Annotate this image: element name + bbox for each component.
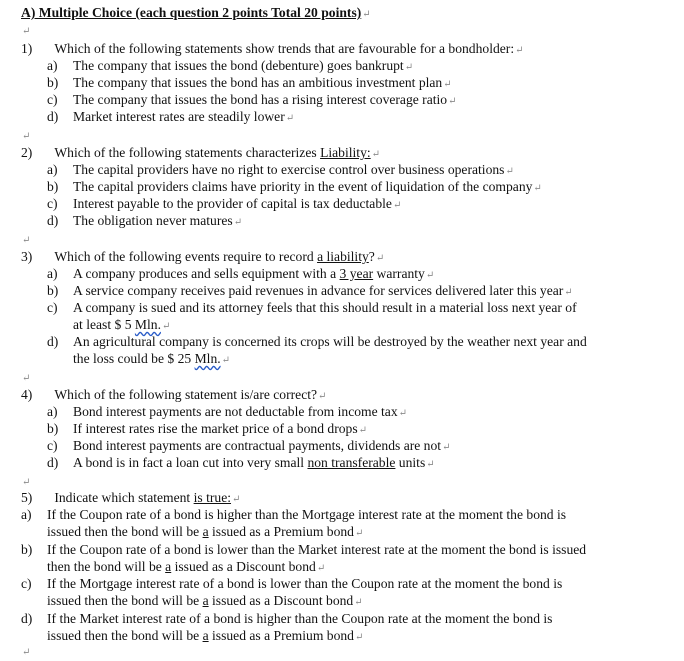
option-letter: c): [21, 576, 32, 591]
empty-paragraph: [21, 21, 30, 40]
paragraph-mark-icon: ↵: [22, 131, 31, 142]
option-text: If the Market interest rate of a bond is higher than the Coupon rate at the moment the bond is: [47, 611, 553, 626]
paragraph-mark-icon: ↵: [404, 62, 414, 73]
option-text: The capital providers have no right to exercise control over business operations: [73, 162, 505, 177]
option-text: A service company receives paid revenues in advance for services delivered later this year: [73, 283, 564, 298]
paragraph-mark-icon: ↵: [448, 96, 457, 107]
option-letter: b): [47, 421, 59, 436]
paragraph-mark-icon: ↵: [564, 287, 573, 298]
paragraph-mark-icon: ↵: [316, 563, 326, 574]
option-text-end: issued as a Premium bond: [208, 628, 354, 643]
question-stem: Which of the following statement is/are correct?: [54, 387, 318, 402]
option-letter: d): [47, 334, 59, 349]
question-stem: Which of the following events require to record: [54, 249, 318, 264]
option-text: Interest payable to the provider of capital is tax deductable: [73, 196, 392, 211]
question-number: 4): [21, 387, 33, 402]
option-5d: [21, 610, 553, 627]
question-stem: Which of the following statements characterizes: [54, 145, 321, 160]
option-letter: a): [47, 404, 58, 419]
option-3c: [47, 299, 577, 316]
option-2b: [47, 178, 542, 195]
underlined-term: a liability: [317, 249, 369, 264]
option-text: The obligation never matures: [73, 213, 233, 228]
option-text-end: issued as a Premium bond: [208, 524, 354, 539]
option-5c: [21, 575, 563, 592]
paragraph-mark-icon: ↵: [285, 113, 295, 124]
option-text-end: issued as a Discount bond: [208, 593, 354, 608]
paragraph-mark-icon: ↵: [505, 166, 514, 177]
option-letter: a): [47, 266, 58, 281]
underlined-term: a: [202, 628, 209, 643]
option-text: then the bond will be: [47, 559, 166, 574]
paragraph-mark-icon: ↵: [354, 528, 364, 539]
option-text-end: issued as a Discount bond: [171, 559, 316, 574]
option-3d: [47, 333, 587, 350]
option-text: the loss could be $ 25: [73, 351, 195, 366]
underlined-term: non transferable: [307, 455, 396, 470]
option-text: A bond is in fact a loan cut into very small: [73, 455, 308, 470]
option-2d: [47, 212, 243, 229]
option-letter: d): [21, 611, 33, 626]
paragraph-mark-icon: ↵: [318, 391, 327, 402]
paragraph-mark-icon: ↵: [354, 597, 363, 608]
option-letter: b): [47, 179, 59, 194]
option-letter: d): [47, 455, 59, 470]
option-3b: [47, 282, 573, 299]
question-stem: Which of the following statements show trends that are favourable for a bondholder:: [54, 41, 515, 56]
paragraph-mark-icon: ↵: [362, 9, 371, 20]
option-text: If interest rates rise the market price of a bond drops: [73, 421, 358, 436]
paragraph-mark-icon: ↵: [392, 200, 402, 211]
paragraph-mark-icon: ↵: [533, 183, 542, 194]
option-3a: [47, 265, 435, 282]
empty-paragraph: [21, 126, 30, 145]
paragraph-mark-icon: ↵: [375, 253, 385, 264]
option-text: A company produces and sells equipment with a: [73, 266, 340, 281]
underlined-term: a: [202, 593, 209, 608]
paragraph-mark-icon: ↵: [221, 355, 231, 366]
option-letter: a): [47, 162, 58, 177]
paragraph-mark-icon: ↵: [515, 45, 524, 56]
option-text: If the Coupon rate of a bond is lower than the Market interest rate at the moment the bond is issued: [47, 542, 587, 557]
paragraph-mark-icon: ↵: [371, 149, 381, 160]
option-letter: b): [47, 283, 59, 298]
question-stem-end: ?: [368, 249, 375, 264]
option-letter: c): [47, 300, 58, 315]
paragraph-mark-icon: ↵: [354, 632, 364, 643]
option-text: at least $ 5: [73, 317, 135, 332]
option-letter: b): [21, 542, 33, 557]
option-text: The capital providers claims have priority in the event of liquidation of the company: [73, 179, 533, 194]
paragraph-mark-icon: ↵: [232, 494, 241, 505]
paragraph-mark-icon: ↵: [22, 477, 31, 488]
option-5d-continued: [47, 627, 363, 646]
section-heading: [21, 4, 371, 23]
option-5a-continued: [47, 523, 363, 542]
option-4c: [47, 437, 451, 454]
option-text: issued then the bond will be: [47, 628, 203, 643]
option-letter: a): [21, 507, 32, 522]
option-text: issued then the bond will be: [47, 593, 203, 608]
paragraph-mark-icon: ↵: [398, 408, 408, 419]
option-letter: d): [47, 109, 59, 124]
option-letter: c): [47, 92, 58, 107]
spellcheck-word: Mln.: [134, 317, 161, 332]
option-text: If the Coupon rate of a bond is higher than the Mortgage interest rate at the moment the bond is: [47, 507, 567, 522]
underlined-term: is true:: [193, 490, 232, 505]
option-1a: [47, 57, 414, 74]
option-text: A company is sued and its attorney feels that this should result in a material loss next year of: [73, 300, 577, 315]
empty-paragraph: [21, 642, 30, 661]
paragraph-mark-icon: ↵: [358, 425, 367, 436]
paragraph-mark-icon: ↵: [161, 321, 171, 332]
question-number: 1): [21, 41, 33, 56]
option-text: issued then the bond will be: [47, 524, 203, 539]
option-letter: c): [47, 196, 58, 211]
paragraph-mark-icon: ↵: [443, 79, 452, 90]
paragraph-mark-icon: ↵: [425, 270, 435, 281]
empty-paragraph: [21, 230, 30, 249]
option-4a: [47, 403, 408, 420]
option-4d: [47, 454, 435, 471]
option-letter: c): [47, 438, 58, 453]
option-text-end: warranty: [373, 266, 425, 281]
option-text: The company that issues the bond has an ambitious investment plan: [73, 75, 443, 90]
empty-paragraph: [21, 368, 30, 387]
option-text-end: units: [395, 455, 426, 470]
option-4b: [47, 420, 367, 437]
option-text: Bond interest payments are not deductable from income tax: [73, 404, 398, 419]
paragraph-mark-icon: ↵: [22, 373, 31, 384]
option-text: An agricultural company is concerned its crops will be destroyed by the weather next year and: [73, 334, 587, 349]
spellcheck-word: Mln.: [194, 351, 221, 366]
option-2a: [47, 161, 514, 178]
paragraph-mark-icon: ↵: [22, 235, 31, 246]
option-3d-continued: [73, 350, 230, 369]
option-text: Market interest rates are steadily lower: [73, 109, 285, 124]
paragraph-mark-icon: ↵: [22, 647, 31, 658]
option-1d: [47, 108, 295, 125]
paragraph-mark-icon: ↵: [22, 26, 31, 37]
question-number: 5): [21, 490, 33, 505]
option-5b: [21, 541, 587, 558]
option-letter: b): [47, 75, 59, 90]
option-5a: [21, 506, 567, 523]
option-2c: [47, 195, 402, 212]
underlined-term: Liability:: [320, 145, 371, 160]
option-text: The company that issues the bond has a rising interest coverage ratio: [73, 92, 448, 107]
heading-text: A) Multiple Choice (each question 2 points Total 20 points): [21, 5, 362, 20]
option-letter: d): [47, 213, 59, 228]
option-5c-continued: [47, 592, 363, 611]
question-stem: Indicate which statement: [54, 490, 194, 505]
question-number: 3): [21, 249, 33, 264]
underlined-term: a: [165, 559, 172, 574]
option-1b: [47, 74, 452, 91]
paragraph-mark-icon: ↵: [442, 442, 451, 453]
underlined-term: a: [202, 524, 209, 539]
option-1c: [47, 91, 457, 108]
paragraph-mark-icon: ↵: [426, 459, 435, 470]
option-text: The company that issues the bond (debenture) goes bankrupt: [73, 58, 404, 73]
option-letter: a): [47, 58, 58, 73]
option-text: If the Mortgage interest rate of a bond is lower than the Coupon rate at the moment the bond is: [47, 576, 563, 591]
paragraph-mark-icon: ↵: [233, 217, 243, 228]
question-number: 2): [21, 145, 33, 160]
option-text: Bond interest payments are contractual payments, dividends are not: [73, 438, 442, 453]
underlined-term: 3 year: [339, 266, 374, 281]
